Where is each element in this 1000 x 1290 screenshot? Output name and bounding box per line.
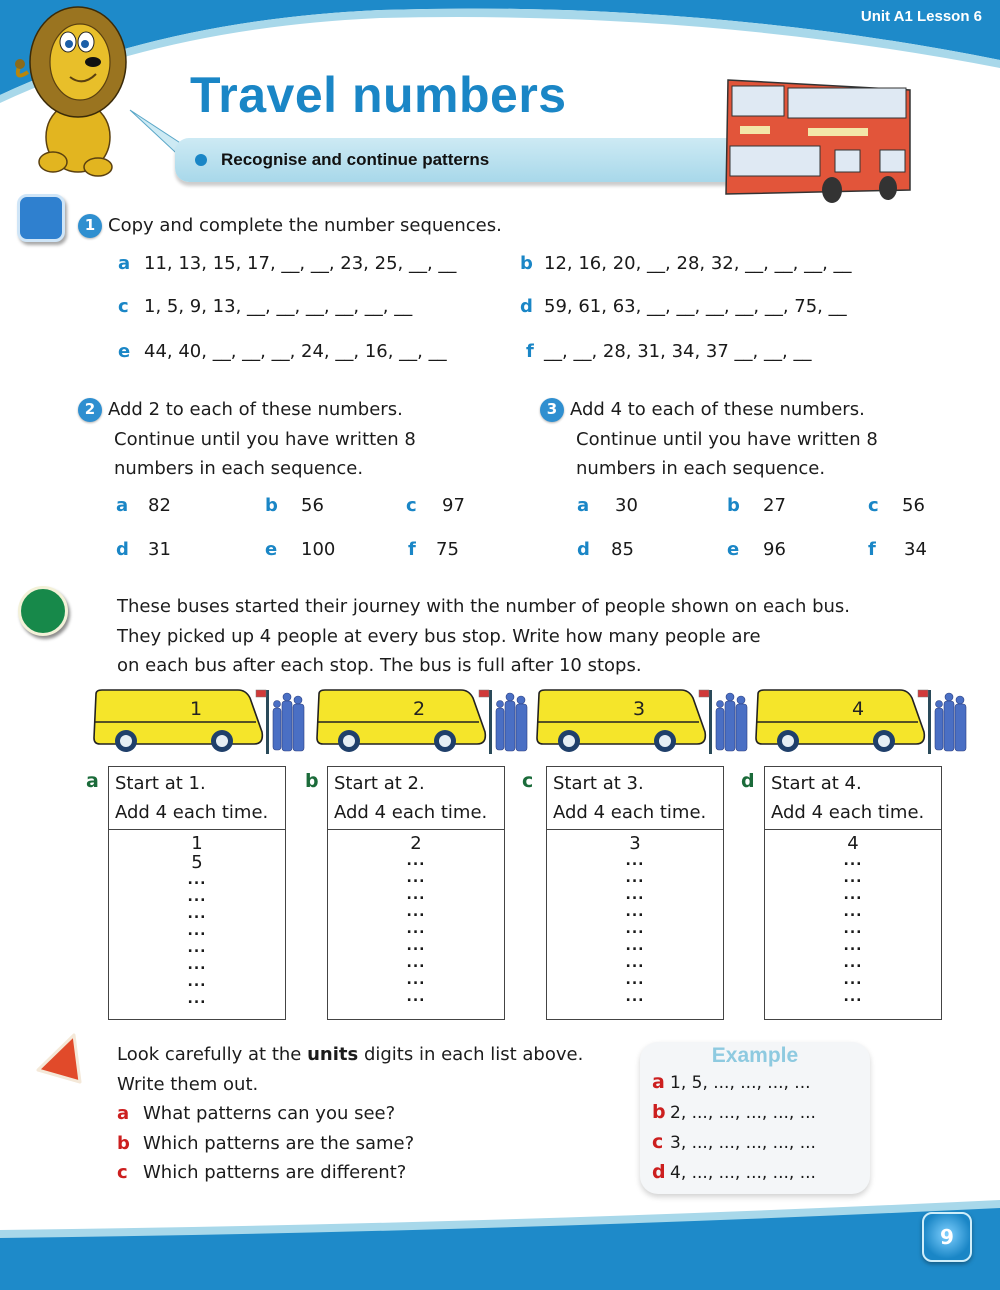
school-bus-icon xyxy=(313,686,503,758)
item-value: 27 xyxy=(763,495,786,516)
unit-lesson-label: Unit A1 Lesson 6 xyxy=(860,8,982,25)
blank-entry: ... xyxy=(187,906,207,922)
q1-item-c xyxy=(118,296,412,317)
sequence-text: 12, 16, 20, __, 28, 32, __, __, __, __ xyxy=(544,253,852,274)
item-letter: b xyxy=(727,495,740,516)
example-row xyxy=(640,1158,870,1188)
units-question-a xyxy=(117,1099,583,1129)
item-letter: c xyxy=(652,1131,664,1153)
sequence-value: 4 xyxy=(847,833,859,854)
item-letter: b xyxy=(652,1101,666,1123)
q2-line: numbers in each sequence. xyxy=(114,458,364,479)
item-letter: d xyxy=(652,1161,666,1183)
blank-entry: ... xyxy=(187,974,207,990)
item-letter: c xyxy=(868,495,879,516)
blank-entry: ... xyxy=(406,938,426,954)
example-box xyxy=(640,1042,870,1194)
q1-item-f xyxy=(526,341,811,362)
bus-table-body xyxy=(328,830,504,1019)
blank-entry: ... xyxy=(625,904,645,920)
blank-entry: ... xyxy=(843,989,863,1005)
q2-prompt xyxy=(78,395,416,484)
item-letter: e xyxy=(118,341,131,362)
sequence-text: 44, 40, __, __, __, 24, __, 16, __, __ xyxy=(144,341,447,362)
q3-item-c xyxy=(868,495,925,516)
blank-entry: ... xyxy=(187,991,207,1007)
q3-item-d xyxy=(577,539,634,560)
q2-item-c xyxy=(406,495,465,516)
item-letter: f xyxy=(526,341,534,362)
example-row xyxy=(640,1068,870,1098)
item-letter: f xyxy=(408,539,416,560)
blank-entry: ... xyxy=(187,923,207,939)
bus-table-c xyxy=(546,766,724,1020)
q2-item-b xyxy=(265,495,324,516)
double-decker-bus-icon xyxy=(720,72,925,204)
q3-item-f xyxy=(868,539,927,560)
blank-entry: ... xyxy=(187,957,207,973)
item-letter: a xyxy=(118,253,131,274)
blank-entry: ... xyxy=(625,938,645,954)
blank-entry: ... xyxy=(406,887,426,903)
buses-prompt xyxy=(117,592,850,681)
blank-entry: ... xyxy=(406,989,426,1005)
blank-entry: ... xyxy=(187,940,207,956)
bus-table-header xyxy=(109,767,285,830)
item-letter: f xyxy=(868,539,876,560)
q3-item-b xyxy=(727,495,786,516)
q3-item-a xyxy=(577,495,638,516)
sequence-value: 3 xyxy=(629,833,641,854)
q3-line: Continue until you have written 8 xyxy=(576,428,878,450)
blank-entry: ... xyxy=(625,870,645,886)
blank-entry: ... xyxy=(406,904,426,920)
buses-line: They picked up 4 people at every bus stop. Write how many people are xyxy=(117,625,761,647)
school-bus-icon xyxy=(533,686,723,758)
blank-entry: ... xyxy=(843,904,863,920)
item-letter: e xyxy=(265,539,278,560)
bus-table-d xyxy=(764,766,942,1020)
item-letter: b xyxy=(117,1132,130,1154)
start-text: Start at 2. xyxy=(334,773,425,794)
blank-entry: ... xyxy=(406,870,426,886)
bus-number: 4 xyxy=(852,698,865,720)
bus-number: 1 xyxy=(190,698,203,720)
buses-line: These buses started their journey with the number of people shown on each bus. xyxy=(117,596,851,617)
bus-table-body xyxy=(765,830,941,1019)
bus-table-b xyxy=(327,766,505,1020)
question-text: Which patterns are the same? xyxy=(143,1132,415,1154)
q1-prompt: Copy and complete the number sequences. xyxy=(108,215,502,236)
q3-item-e xyxy=(727,539,786,560)
item-value: 82 xyxy=(148,495,171,516)
item-letter: b xyxy=(520,253,533,274)
blue-square-icon xyxy=(17,194,65,242)
item-letter: c xyxy=(118,296,129,317)
example-text: 2, ..., ..., ..., ..., ... xyxy=(670,1103,816,1123)
item-value: 96 xyxy=(763,539,786,560)
question-number-badge: 2 xyxy=(78,398,102,422)
q2-item-f xyxy=(408,539,459,560)
blank-entry: ... xyxy=(625,989,645,1005)
q2-item-a xyxy=(116,495,171,516)
school-bus-icon xyxy=(752,686,942,758)
bus-item-letter: b xyxy=(305,770,319,792)
blank-entry: ... xyxy=(625,887,645,903)
waiting-people-icon xyxy=(713,692,749,754)
bus-number: 3 xyxy=(633,698,646,720)
start-text: Start at 3. xyxy=(553,773,644,794)
blank-entry: ... xyxy=(843,972,863,988)
bus-item-letter: a xyxy=(86,770,99,792)
item-letter: a xyxy=(117,1103,130,1124)
example-row xyxy=(640,1098,870,1128)
sequence-text: 1, 5, 9, 13, __, __, __, __, __, __ xyxy=(144,296,413,317)
q3-prompt xyxy=(540,395,878,484)
footer-band xyxy=(0,1200,1000,1290)
q2-item-d xyxy=(116,539,171,560)
q1-prompt-row xyxy=(78,211,502,241)
blank-entry: ... xyxy=(625,921,645,937)
item-value: 97 xyxy=(442,495,465,516)
sequence-text: 59, 61, 63, __, __, __, __, __, 75, __ xyxy=(544,296,847,317)
rule-text: Add 4 each time. xyxy=(771,802,925,823)
bus-table-header xyxy=(765,767,941,830)
red-triangle-icon xyxy=(34,1032,84,1088)
q1-item-d xyxy=(520,296,847,317)
waiting-people-icon xyxy=(932,692,968,754)
bus-table-a xyxy=(108,766,286,1020)
bus-item-letter: c xyxy=(522,770,534,792)
bullet-icon xyxy=(195,154,207,166)
rule-text: Add 4 each time. xyxy=(334,802,488,823)
blank-entry: ... xyxy=(187,872,207,888)
page-title: Travel numbers xyxy=(190,67,567,123)
green-circle-icon xyxy=(18,586,68,636)
rule-text: Add 4 each time. xyxy=(115,802,269,823)
bus-table-header xyxy=(547,767,723,830)
sequence-value: 5 xyxy=(191,852,203,873)
item-value: 56 xyxy=(902,495,925,516)
item-value: 100 xyxy=(301,539,336,560)
units-text: Look carefully at the xyxy=(117,1044,308,1065)
units-bold: units xyxy=(307,1044,359,1065)
bus-table-header xyxy=(328,767,504,830)
item-value: 56 xyxy=(301,495,324,516)
item-letter: a xyxy=(577,495,590,516)
q2-line: Add 2 to each of these numbers. xyxy=(108,399,403,420)
item-letter: d xyxy=(520,296,533,317)
q1-item-e xyxy=(118,341,447,362)
blank-entry: ... xyxy=(843,955,863,971)
units-question-b xyxy=(117,1129,583,1159)
blank-entry: ... xyxy=(843,870,863,886)
objective-text: Recognise and continue patterns xyxy=(221,150,490,169)
school-bus-icon xyxy=(90,686,280,758)
sequence-value: 1 xyxy=(191,833,203,854)
item-value: 85 xyxy=(611,539,634,560)
buses-line: on each bus after each stop. The bus is full after 10 stops. xyxy=(117,655,642,676)
item-letter: b xyxy=(265,495,278,516)
bus-table-body xyxy=(547,830,723,1019)
units-text: digits in each list above. xyxy=(358,1044,584,1065)
q2-item-e xyxy=(265,539,335,560)
units-line2: Write them out. xyxy=(117,1073,259,1095)
blank-entry: ... xyxy=(625,972,645,988)
q1-item-b xyxy=(520,253,852,274)
lion-mascot-icon xyxy=(8,2,148,182)
example-text: 4, ..., ..., ..., ..., ... xyxy=(670,1163,816,1183)
waiting-people-icon xyxy=(493,692,529,754)
item-letter: e xyxy=(727,539,740,560)
question-number-badge: 3 xyxy=(540,398,564,422)
bus-number: 2 xyxy=(413,698,426,720)
question-number-badge: 1 xyxy=(78,214,102,238)
blank-entry: ... xyxy=(843,938,863,954)
start-text: Start at 4. xyxy=(771,773,862,794)
example-title: Example xyxy=(711,1044,799,1067)
blank-entry: ... xyxy=(406,853,426,869)
item-value: 34 xyxy=(904,539,927,560)
example-text: 3, ..., ..., ..., ..., ... xyxy=(670,1133,816,1153)
sequence-text: __, __, 28, 31, 34, 37 __, __, __ xyxy=(544,341,812,362)
example-row xyxy=(640,1128,870,1158)
blank-entry: ... xyxy=(625,955,645,971)
item-value: 31 xyxy=(148,539,171,560)
blank-entry: ... xyxy=(843,921,863,937)
q1-item-a xyxy=(118,253,456,274)
item-letter: c xyxy=(406,495,417,516)
blank-entry: ... xyxy=(625,853,645,869)
item-value: 30 xyxy=(615,495,638,516)
bus-table-body xyxy=(109,830,285,1019)
units-question-c xyxy=(117,1158,583,1188)
blank-entry: ... xyxy=(843,887,863,903)
item-letter: d xyxy=(116,539,129,560)
item-letter: d xyxy=(577,539,590,560)
question-text: Which patterns are different? xyxy=(143,1162,407,1183)
q3-line: numbers in each sequence. xyxy=(576,458,826,479)
blank-entry: ... xyxy=(187,889,207,905)
start-text: Start at 1. xyxy=(115,773,206,794)
blank-entry: ... xyxy=(406,972,426,988)
question-text: What patterns can you see? xyxy=(143,1103,396,1124)
blank-entry: ... xyxy=(406,955,426,971)
rule-text: Add 4 each time. xyxy=(553,802,707,823)
waiting-people-icon xyxy=(270,692,306,754)
page-number-badge: 9 xyxy=(922,1212,972,1262)
item-letter: c xyxy=(117,1162,128,1183)
units-prompt xyxy=(117,1040,583,1188)
item-letter: a xyxy=(116,495,129,516)
sequence-value: 2 xyxy=(410,833,422,854)
bus-item-letter: d xyxy=(741,770,755,792)
item-letter: a xyxy=(652,1071,665,1093)
example-text: 1, 5, ..., ..., ..., ... xyxy=(670,1073,811,1093)
blank-entry: ... xyxy=(406,921,426,937)
objective-bar xyxy=(175,138,735,182)
q3-line: Add 4 to each of these numbers. xyxy=(570,399,865,420)
sequence-text: 11, 13, 15, 17, __, __, 23, 25, __, __ xyxy=(144,253,457,274)
item-value: 75 xyxy=(436,539,459,560)
blank-entry: ... xyxy=(843,853,863,869)
q2-line: Continue until you have written 8 xyxy=(114,428,416,450)
